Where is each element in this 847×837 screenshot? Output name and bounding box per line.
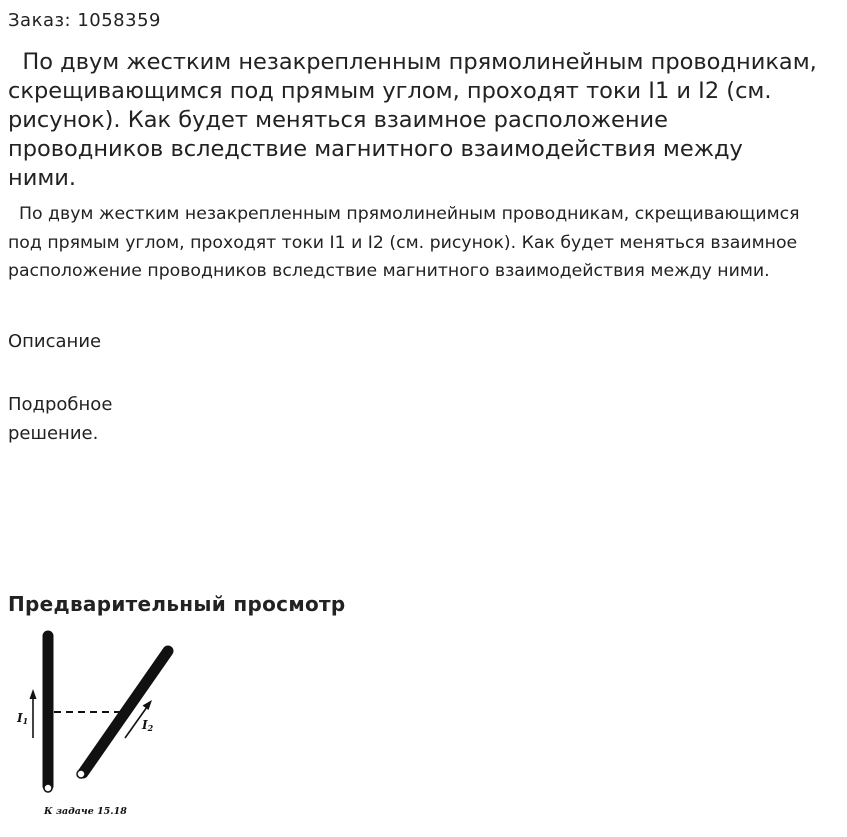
description-label: Описание	[8, 331, 102, 352]
inclined-conductor-end	[77, 770, 85, 778]
preview-title: Предварительный просмотр	[8, 592, 346, 616]
current-2-arrow-head-icon	[143, 700, 153, 710]
task-heading: По двум жестким незакрепленным прямолинейным проводникам, скрещивающимся под прямым углом, проходят токи I1 и I2 (см. рисунок). Как будет меняться взаимное расположение проводников вследствие магнитного взаимодействия между ними.	[8, 49, 824, 191]
task-body-text: По двум жестким незакрепленным прямолинейным проводникам, скрещивающимся под прямым углом, проходят токи I1 и I2 (см. рисунок). Как будет меняться взаимное расположение проводников вследствие магнитного взаимодействия между ними.	[8, 204, 806, 282]
current-2-label: I2	[142, 718, 154, 733]
vertical-conductor-end	[44, 784, 52, 792]
description-detail: Подробное решение.	[8, 394, 113, 444]
figure-caption: К задаче 15.18	[44, 806, 127, 817]
current-1-label: I1	[17, 711, 29, 726]
preview-figure	[8, 626, 188, 826]
order-number: Заказ: 1058359	[8, 10, 161, 31]
conductors-diagram	[8, 626, 188, 806]
current-1-arrow-head-icon	[30, 689, 37, 699]
